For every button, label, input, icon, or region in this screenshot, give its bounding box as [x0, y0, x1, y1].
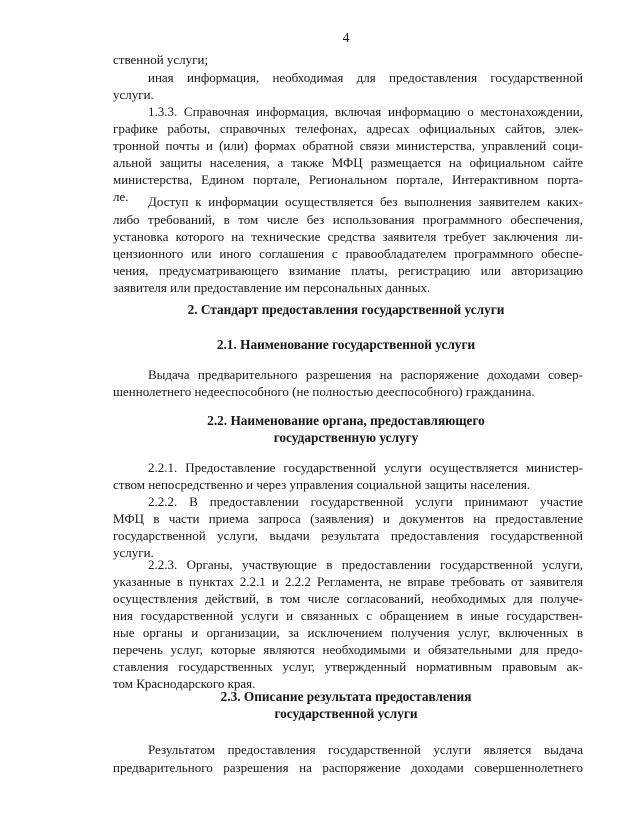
heading-line: государственную услугу: [273, 430, 419, 445]
text-line: предварительного разрешения на распоряжение доходами совершеннолетнего: [113, 760, 583, 775]
text-line: Доступ к информации осуществляется без выполнения заявителем каких-: [148, 194, 583, 209]
section-heading-2: 2. Стандарт предоставления государственной услуги: [187, 302, 505, 317]
text-line: ния государственной услуги и связанных с обращением в иные государствен-: [113, 608, 583, 623]
text-line: услуги.: [113, 545, 154, 560]
text-line: указанные в пунктах 2.2.1 и 2.2.2 Регламента, не вправе требовать от заявителя: [113, 574, 583, 589]
heading-line: государственной услуги: [274, 706, 418, 721]
heading-line: 2.3. Описание результата предоставления: [220, 689, 472, 704]
text-line: альной защиты населения, а также МФЦ размещается на официальном сайте: [113, 155, 583, 170]
text-line: либо требований, в том числе без использования программного обеспечения,: [113, 212, 583, 227]
text-line: 2.2.3. Органы, участвующие в предоставлении государственной услуги,: [148, 557, 583, 572]
text-line: государственной услуги, выдачи результата предоставления государственной: [113, 528, 583, 543]
text-line: иная информация, необходимая для предоставления государственной: [148, 70, 583, 85]
heading-line: 2.2. Наименование органа, предоставляющего: [207, 413, 485, 428]
text-line: МФЦ в части приема запроса (заявления) и документов на предоставление: [113, 511, 583, 526]
page-number: 4: [342, 31, 350, 46]
text-line: 1.3.3. Справочная информация, включая информацию о местонахождении,: [148, 104, 583, 119]
text-line: том Краснодарского края.: [113, 676, 256, 691]
subsection-heading-2-1: 2.1. Наименование государственной услуги: [216, 337, 476, 352]
text-line: услуги.: [113, 87, 154, 102]
text-line: Результатом предоставления государственной услуги является выдача: [148, 742, 583, 757]
text-line: перечень услуг, которые являются необходимыми и обязательными для предо-: [113, 642, 583, 657]
text-line: графике работы, справочных телефонах, адресах официальных сайтов, элек-: [113, 121, 583, 136]
text-line: ственной услуги;: [113, 52, 209, 67]
text-line: установка которого на технические средства заявителя требует заключения ли-: [113, 229, 583, 244]
text-line: министерства, Едином портале, Региональном портале, Интерактивном порта-: [113, 172, 583, 187]
text-line: шеннолетнего недееспособного (не полностью дееспособного) гражданина.: [113, 384, 535, 399]
text-line: 2.2.1. Предоставление государственной услуги осуществляется министер-: [148, 460, 583, 475]
text-line: чения, предусматривающего взимание платы, регистрацию или авторизацию: [113, 263, 583, 278]
text-line: ле.: [113, 189, 129, 204]
text-line: осуществления действий, в том числе согласований, необходимых для получе-: [113, 591, 583, 606]
text-line: ные органы и организации, за исключением получения услуг, включенных в: [113, 625, 583, 640]
text-line: заявителя или предоставление им персональных данных.: [113, 280, 431, 295]
text-line: ством непосредственно и через управления социальной защиты населения.: [113, 477, 531, 492]
text-line: цензионного или иного соглашения с правообладателем программного обеспе-: [113, 246, 583, 261]
text-line: ставления государственных услуг, утвержденный нормативным правовым ак-: [113, 659, 583, 674]
text-line: Выдача предварительного разрешения на распоряжение доходами совер-: [148, 367, 583, 382]
text-line: 2.2.2. В предоставлении государственной услуги принимают участие: [148, 494, 583, 509]
text-line: тронной почты и (или) формах обратной связи министерства, управлений соци-: [113, 138, 583, 153]
